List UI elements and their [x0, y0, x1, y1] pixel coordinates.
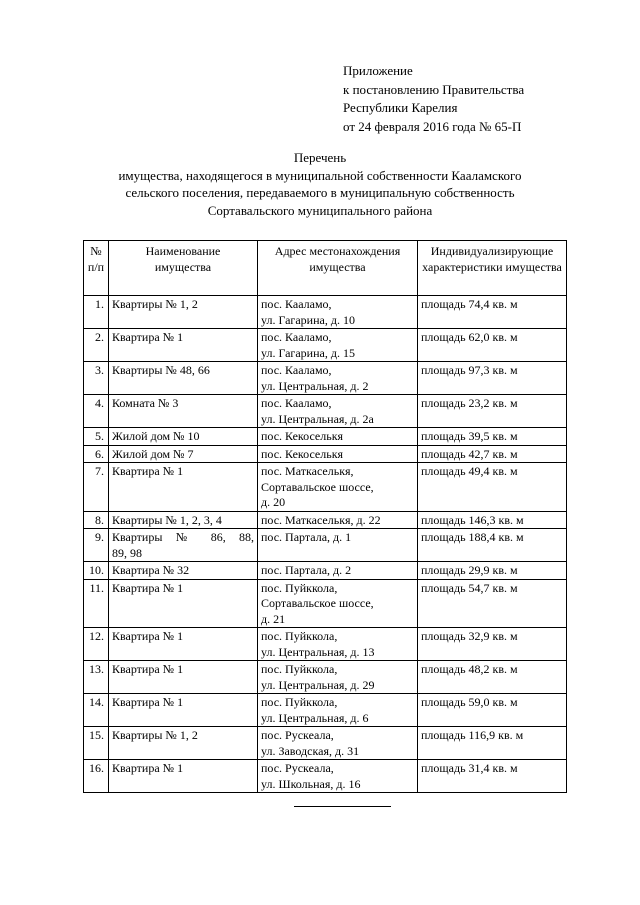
- address-line: д. 21: [261, 611, 286, 626]
- address-cell: [258, 395, 418, 428]
- title-line: имущества, находящегося в муниципальной собственности Кааламского: [118, 167, 522, 183]
- row-number: 10.: [84, 562, 109, 580]
- header-name: [109, 241, 258, 296]
- address-cell: [258, 562, 418, 580]
- title-line: сельского поселения, передаваемого в муниципальную собственность: [125, 185, 515, 200]
- row-number: 5.: [84, 428, 109, 446]
- header-features: [418, 241, 567, 296]
- header-num: [84, 241, 109, 296]
- table-row: [84, 428, 567, 446]
- property-name-cell: [109, 463, 258, 512]
- row-number: 11.: [84, 579, 109, 628]
- features-cell: площадь 42,7 кв. м: [418, 445, 567, 463]
- row-number: 16.: [84, 760, 109, 793]
- address-cell: [258, 760, 418, 793]
- property-name-cell: [109, 529, 258, 562]
- address-line: ул. Центральная, д. 29: [261, 677, 375, 692]
- document-title: [0, 149, 640, 219]
- address-line: ул. Центральная, д. 2а: [261, 411, 374, 426]
- header-text: №: [90, 244, 102, 258]
- address-line: ул. Гагарина, д. 10: [261, 312, 355, 327]
- row-number: 2.: [84, 329, 109, 362]
- property-name-cell: [109, 694, 258, 727]
- address-cell: [258, 694, 418, 727]
- closing-divider: [294, 806, 391, 807]
- address-cell: [258, 661, 418, 694]
- property-name: Квартира № 1: [112, 629, 184, 643]
- address-line: пос. Кааламо,: [261, 396, 332, 410]
- row-number: 1.: [84, 296, 109, 329]
- features-cell: площадь 23,2 кв. м: [418, 395, 567, 428]
- features-cell: площадь 188,4 кв. м: [418, 529, 567, 562]
- table-row: [84, 661, 567, 694]
- address-cell: [258, 579, 418, 628]
- property-name: Квартира № 1: [112, 761, 184, 775]
- address-line: ул. Центральная, д. 2: [261, 378, 369, 393]
- property-name: Жилой дом № 10: [112, 429, 200, 443]
- address-line: ул. Школьная, д. 16: [261, 776, 361, 791]
- header-address: [258, 241, 418, 296]
- table-row: [84, 727, 567, 760]
- address-line: пос. Пуйккола,: [261, 662, 338, 676]
- property-name-cell: [109, 445, 258, 463]
- property-name: 89, 98: [112, 545, 142, 560]
- table-row: [84, 445, 567, 463]
- table-row: [84, 511, 567, 529]
- table-row: [84, 760, 567, 793]
- address-cell: [258, 727, 418, 760]
- property-name: Квартира № 1: [112, 695, 184, 709]
- address-line: пос. Пуйккола,: [261, 580, 338, 595]
- property-name-cell: [109, 511, 258, 529]
- header-text: Наименование: [145, 244, 221, 258]
- address-line: пос. Рускеала,: [261, 728, 334, 742]
- address-line: пос. Рускеала,: [261, 761, 334, 775]
- address-cell: [258, 329, 418, 362]
- row-number: 7.: [84, 463, 109, 512]
- features-cell: площадь 29,9 кв. м: [418, 562, 567, 580]
- address-line: пос. Кааламо,: [261, 297, 332, 311]
- row-number: 14.: [84, 694, 109, 727]
- address-line: пос. Кааламо,: [261, 330, 332, 344]
- features-cell: площадь 48,2 кв. м: [418, 661, 567, 694]
- appendix-line: к постановлению Правительства: [343, 81, 525, 97]
- property-name-cell: [109, 661, 258, 694]
- table-row: [84, 395, 567, 428]
- row-number: 9.: [84, 529, 109, 562]
- table-row: [84, 579, 567, 628]
- table-row: [84, 329, 567, 362]
- property-name: Квартиры № 1, 2, 3, 4: [112, 512, 222, 527]
- features-cell: площадь 59,0 кв. м: [418, 694, 567, 727]
- property-name-cell: [109, 296, 258, 329]
- features-cell: площадь 39,5 кв. м: [418, 428, 567, 446]
- property-name: Квартиры № 1, 2: [112, 297, 198, 311]
- property-name: Комната № 3: [112, 396, 179, 410]
- features-cell: площадь 116,9 кв. м: [418, 727, 567, 760]
- address-line: д. 20: [261, 495, 286, 509]
- address-line: ул. Центральная, д. 6: [261, 710, 369, 725]
- table-body: [84, 296, 567, 793]
- title-line: Сортавальского муниципального района: [207, 202, 433, 218]
- address-line: Сортавальское шоссе,: [261, 479, 374, 494]
- header-text: п/п: [87, 259, 105, 274]
- address-cell: [258, 628, 418, 661]
- table-row: [84, 628, 567, 661]
- features-cell: площадь 31,4 кв. м: [418, 760, 567, 793]
- header-text: имущества: [309, 259, 366, 274]
- property-name: Квартира № 32: [112, 563, 190, 577]
- address-cell: [258, 463, 418, 512]
- address-line: пос. Маткаселькя, д. 22: [261, 512, 381, 527]
- header-text: Индивидуализирующие: [430, 244, 554, 258]
- row-number: 13.: [84, 661, 109, 694]
- property-name-cell: [109, 727, 258, 760]
- row-number: 3.: [84, 362, 109, 395]
- features-cell: площадь 74,4 кв. м: [418, 296, 567, 329]
- table-row: [84, 562, 567, 580]
- row-number: 6.: [84, 445, 109, 463]
- row-number: 12.: [84, 628, 109, 661]
- title-line: Перечень: [293, 150, 347, 165]
- address-line: Сортавальское шоссе,: [261, 596, 374, 610]
- header-text: характеристики имущества: [422, 259, 562, 274]
- address-line: пос. Кааламо,: [261, 363, 332, 377]
- features-cell: площадь 32,9 кв. м: [418, 628, 567, 661]
- address-cell: [258, 529, 418, 562]
- address-line: пос. Кекоселькя: [261, 429, 344, 443]
- address-cell: [258, 511, 418, 529]
- table-row: [84, 296, 567, 329]
- header-text: имущества: [154, 259, 212, 274]
- address-line: пос. Пуйккола,: [261, 629, 338, 643]
- address-cell: [258, 296, 418, 329]
- features-cell: площадь 62,0 кв. м: [418, 329, 567, 362]
- features-cell: площадь 54,7 кв. м: [418, 579, 567, 628]
- property-name-cell: [109, 579, 258, 628]
- property-name-cell: [109, 362, 258, 395]
- appendix-line: Приложение: [343, 63, 413, 78]
- table-row: [84, 694, 567, 727]
- table-row: [84, 463, 567, 512]
- row-number: 15.: [84, 727, 109, 760]
- property-name: Квартира № 1: [112, 464, 184, 478]
- property-table: [83, 240, 567, 793]
- property-name: Квартира № 1: [112, 580, 184, 595]
- features-cell: площадь 49,4 кв. м: [418, 463, 567, 512]
- address-line: пос. Пуйккола,: [261, 695, 338, 709]
- property-name: Квартиры № 48, 66: [112, 363, 210, 377]
- address-line: пос. Кекоселькя: [261, 446, 344, 461]
- row-number: 8.: [84, 511, 109, 529]
- row-number: 4.: [84, 395, 109, 428]
- property-name-cell: [109, 628, 258, 661]
- property-name: Квартира № 1: [112, 330, 184, 344]
- address-cell: [258, 428, 418, 446]
- table-header-row: [84, 241, 567, 296]
- address-line: пос. Партала, д. 1: [261, 530, 352, 544]
- property-name: Квартиры № 86, 88,: [112, 530, 254, 544]
- property-name-cell: [109, 760, 258, 793]
- features-cell: площадь 97,3 кв. м: [418, 362, 567, 395]
- property-name: Квартира № 1: [112, 662, 184, 676]
- address-cell: [258, 445, 418, 463]
- property-name: Квартиры № 1, 2: [112, 728, 198, 742]
- address-line: ул. Заводская, д. 31: [261, 743, 360, 758]
- address-line: ул. Центральная, д. 13: [261, 644, 375, 659]
- appendix-line: Республики Карелия: [343, 100, 458, 115]
- property-name-cell: [109, 562, 258, 580]
- address-line: пос. Партала, д. 2: [261, 563, 352, 577]
- property-name: Жилой дом № 7: [112, 446, 194, 461]
- table-row: [84, 529, 567, 562]
- appendix-line: от 24 февраля 2016 года № 65-П: [343, 118, 522, 134]
- property-name-cell: [109, 428, 258, 446]
- appendix-block: [343, 62, 524, 136]
- features-cell: площадь 146,3 кв. м: [418, 511, 567, 529]
- header-text: Адрес местонахождения: [274, 244, 401, 258]
- property-name-cell: [109, 329, 258, 362]
- address-line: пос. Маткаселькя,: [261, 464, 354, 478]
- address-cell: [258, 362, 418, 395]
- address-line: ул. Гагарина, д. 15: [261, 345, 355, 360]
- table-row: [84, 362, 567, 395]
- property-name-cell: [109, 395, 258, 428]
